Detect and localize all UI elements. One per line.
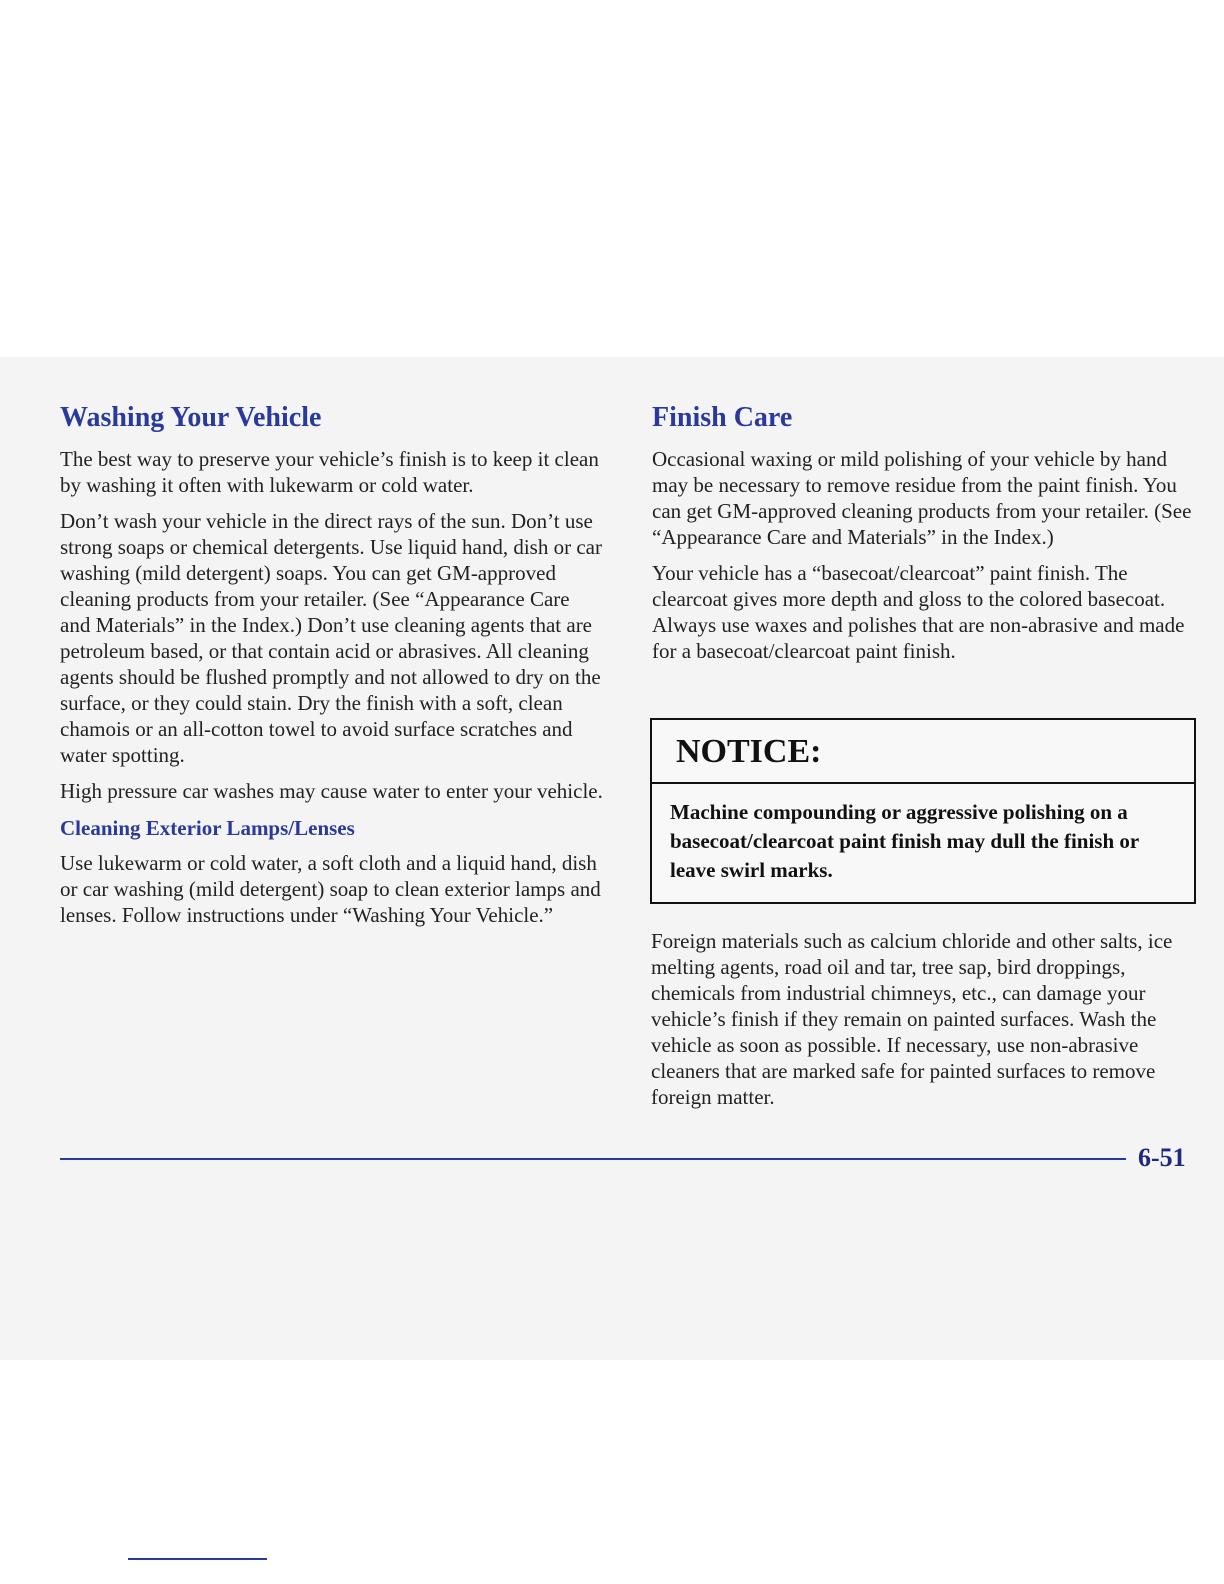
notice-title: NOTICE: <box>652 720 1194 784</box>
footer-rule <box>60 1158 1126 1160</box>
finish-paragraph-1: Occasional waxing or mild polishing of your vehicle by hand may be necessary to remove residue from the paint finish. You can get GM-approved cleaning products from your retailer. (See “Appearance Care and Materials” in the Index.) <box>652 447 1192 549</box>
page-number: 6-51 <box>1138 1143 1186 1172</box>
right-column-lower <box>651 928 1197 1120</box>
left-column <box>60 400 605 938</box>
washing-heading: Washing Your Vehicle <box>60 402 322 433</box>
bottom-rule-mark <box>128 1558 267 1560</box>
washing-paragraph-3: High pressure car washes may cause water to enter your vehicle. <box>60 779 603 803</box>
finish-care-heading: Finish Care <box>652 402 793 433</box>
notice-box <box>650 718 1196 904</box>
foreign-materials-paragraph: Foreign materials such as calcium chloride and other salts, ice melting agents, road oil and tar, tree sap, bird droppings, chemicals from industrial chimneys, etc., can damage your vehicle’s finish if they remain on painted surfaces. Wash the vehicle as soon as possible. If necessary, use non-abrasive cleaners that are marked safe for painted surfaces to remove foreign matter. <box>651 929 1173 1109</box>
lamps-subheading: Cleaning Exterior Lamps/Lenses <box>60 816 355 840</box>
right-column <box>652 400 1198 674</box>
finish-paragraph-2: Your vehicle has a “basecoat/clearcoat” paint finish. The clearcoat gives more depth and gloss to the colored basecoat. Always use waxes and polishes that are non-abrasive and made for a basecoat/clearcoat paint finish. <box>652 561 1185 663</box>
washing-paragraph-1: The best way to preserve your vehicle’s finish is to keep it clean by washing it often with lukewarm or cold water. <box>60 447 599 497</box>
notice-text: Machine compounding or aggressive polishing on a basecoat/clearcoat paint finish may dull the finish or leave swirl marks. <box>670 800 1139 882</box>
washing-paragraph-2: Don’t wash your vehicle in the direct rays of the sun. Don’t use strong soaps or chemical detergents. Use liquid hand, dish or car washing (mild detergent) soaps. You can get GM-approved cleaning products from your retailer. (See “Appearance Care and Materials” in the Index.) Don’t use cleaning agents that are petroleum based, or that contain acid or abrasives. All cleaning agents should be flushed promptly and not allowed to dry on the surface, or they could stain. Dry the finish with a soft, clean chamois or an all-cotton towel to avoid surface scratches and water spotting. <box>60 509 602 767</box>
lamps-paragraph: Use lukewarm or cold water, a soft cloth and a liquid hand, dish or car washing (mild detergent) soap to clean exterior lamps and lenses. Follow instructions under “Washing Your Vehicle.” <box>60 851 601 927</box>
